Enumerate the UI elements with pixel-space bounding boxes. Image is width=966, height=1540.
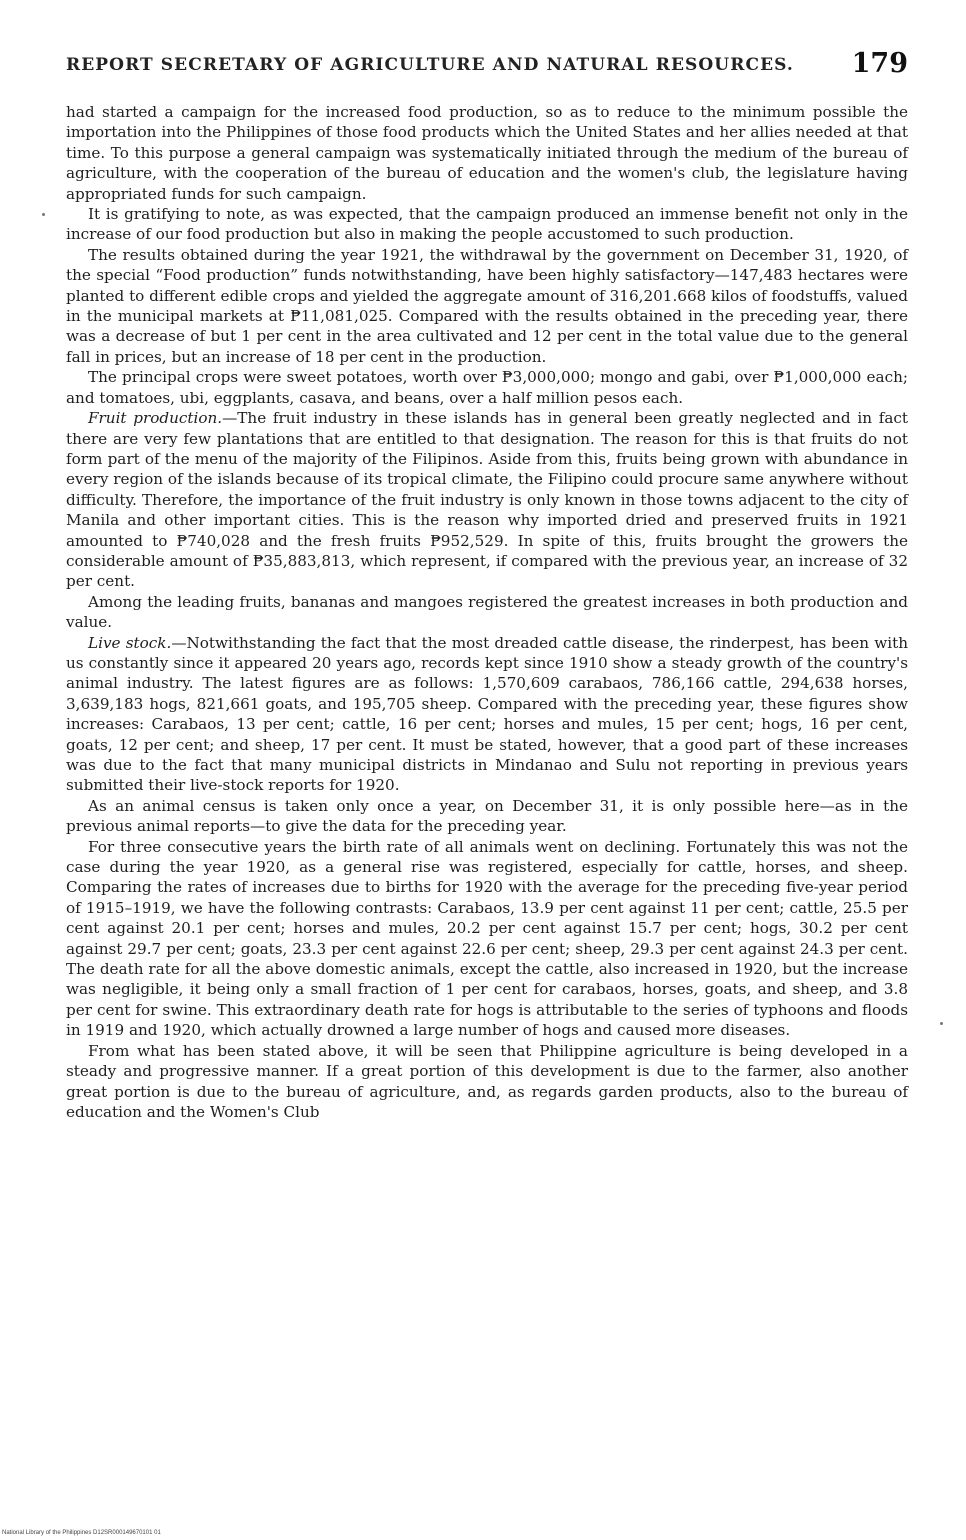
running-head: REPORT SECRETARY OF AGRICULTURE AND NATURAL RESOURCES. [66, 55, 794, 75]
page-header [66, 48, 908, 78]
paragraph-live-stock [66, 633, 908, 796]
fruit-production-heading: Fruit production. [88, 409, 223, 428]
body-text [66, 102, 908, 1122]
paragraph-continuation: had started a campaign for the increased food production, so as to reduce to the minimum possible the importation into the Philippines of those food products which the United States and her allies needed at that time. To this purpose a general campaign was systematically initiated through the medium of the bureau of agriculture, with the cooperation of the bureau of education and the women's club, the legislature having appropriated funds for such campaign. [66, 103, 908, 203]
scan-speck [940, 1022, 943, 1025]
paragraph-fruit-production [66, 408, 908, 592]
paragraph-campaign-benefit: It is gratifying to note, as was expected, that the campaign produced an immense benefit not only in the increase of our food production but also in making the people accustomed to such production. [66, 205, 908, 244]
fruit-production-text: —The fruit industry in these islands has in general been greatly neglected and in fact there are very few plantations that are entitled to that designation. The reason for this is that fruits do not form part of the menu of the majority of the Filipinos. Aside from this, fruits being grown with abundance in every region of the islands because of its tropical climate, the Filipino could procure same anywhere without difficulty. Therefore, the importance of the fruit industry is only known in those towns adjacent to the city of Manila and other important cities. This is the reason why imported dried and preserved fruits in 1921 amounted to ₱740,028 and the fresh fruits ₱952,529. In spite of this, fruits brought the growers the considerable amount of ₱35,883,813, which represent, if compared with the previous year, an increase of 32 per cent. [66, 409, 908, 591]
paragraph-leading-fruits: Among the leading fruits, bananas and mangoes registered the greatest increases in both production and value. [66, 592, 908, 632]
paragraph-conclusion: From what has been stated above, it will be seen that Philippine agriculture is being developed in a steady and progressive manner. If a great portion of this development is due to the farmer, also another great portion is due to the bureau of agriculture, and, as regards garden products, also to the bureau of education and the Women's Club [66, 1041, 908, 1121]
paragraph-principal-crops: The principal crops were sweet potatoes, worth over ₱3,000,000; mongo and gabi, over ₱1,000,000 each; and tomatoes, ubi, eggplants, casava, and beans, over a half million pesos each. [66, 368, 908, 407]
scan-speck [42, 213, 45, 216]
paragraph-animal-census: As an animal census is taken only once a year, on December 31, it is only possible here—as in the previous animal reports—to give the data for the preceding year. [66, 796, 908, 836]
paragraph-results-1921: The results obtained during the year 1921, the withdrawal by the government on December 31, 1920, of the special “Food production” funds notwithstanding, have been highly satisfactory—147,483 hectares were planted to different edible crops and yielded the aggregate amount of 316,201.668 kilos of foodstuffs, valued in the municipal markets at ₱11,081,025. Compared with the results obtained in the preceding year, there was a decrease of but 1 per cent in the area cultivated and 12 per cent in the total value due to the general fall in prices, but an increase of 18 per cent in the production. [66, 245, 908, 366]
scan-credit: National Library of the Philippines D12SR000149670101 01 [2, 1530, 161, 1536]
live-stock-text: —Notwithstanding the fact that the most dreaded cattle disease, the rinderpest, has been with us constantly since it appeared 20 years ago, records kept since 1910 show a steady growth of the country's animal industry. The latest figures are as follows: 1,570,609 carabaos, 786,166 cattle, 294,638 horses, 3,639,183 hogs, 821,661 goats, and 195,705 sheep. Compared with the preceding year, these figures show increases: Carabaos, 13 per cent; cattle, 16 per cent; horses and mules, 15 per cent; hogs, 16 per cent, goats, 12 per cent; and sheep, 17 per cent. It must be stated, however, that a good part of these increases was due to the fact that many municipal districts in Mindanao and Sulu not reporting in previous years submitted their live-stock reports for 1920. [66, 633, 908, 795]
live-stock-heading: Live stock. [88, 633, 172, 652]
page-number: 179 [851, 48, 908, 79]
paragraph-birth-rate: For three consecutive years the birth rate of all animals went on declining. Fortunately this was not the case during the year 1920, as a general rise was registered, especially for cattle, horses, and sheep. Comparing the rates of increases due to births for 1920 with the average for the preceding five-year period of 1915–1919, we have the following contrasts: Carabaos, 13.9 per cent against 11 per cent; cattle, 25.5 per cent against 20.1 per cent; horses and mules, 20.2 per cent against 15.7 per cent; hogs, 30.2 per cent against 29.7 per cent; goats, 23.3 per cent against 22.6 per cent; sheep, 29.3 per cent against 24.3 per cent. The death rate for all the above domestic animals, except the cattle, also increased in 1920, but the increase was negligible, it being only a small fraction of 1 per cent for carabaos, horses, goats, and sheep, and 3.8 per cent for swine. This extraordinary death rate for hogs is attributable to the series of typhoons and floods in 1919 and 1920, which actually drowned a large number of hogs and caused more diseases. [66, 837, 908, 1040]
